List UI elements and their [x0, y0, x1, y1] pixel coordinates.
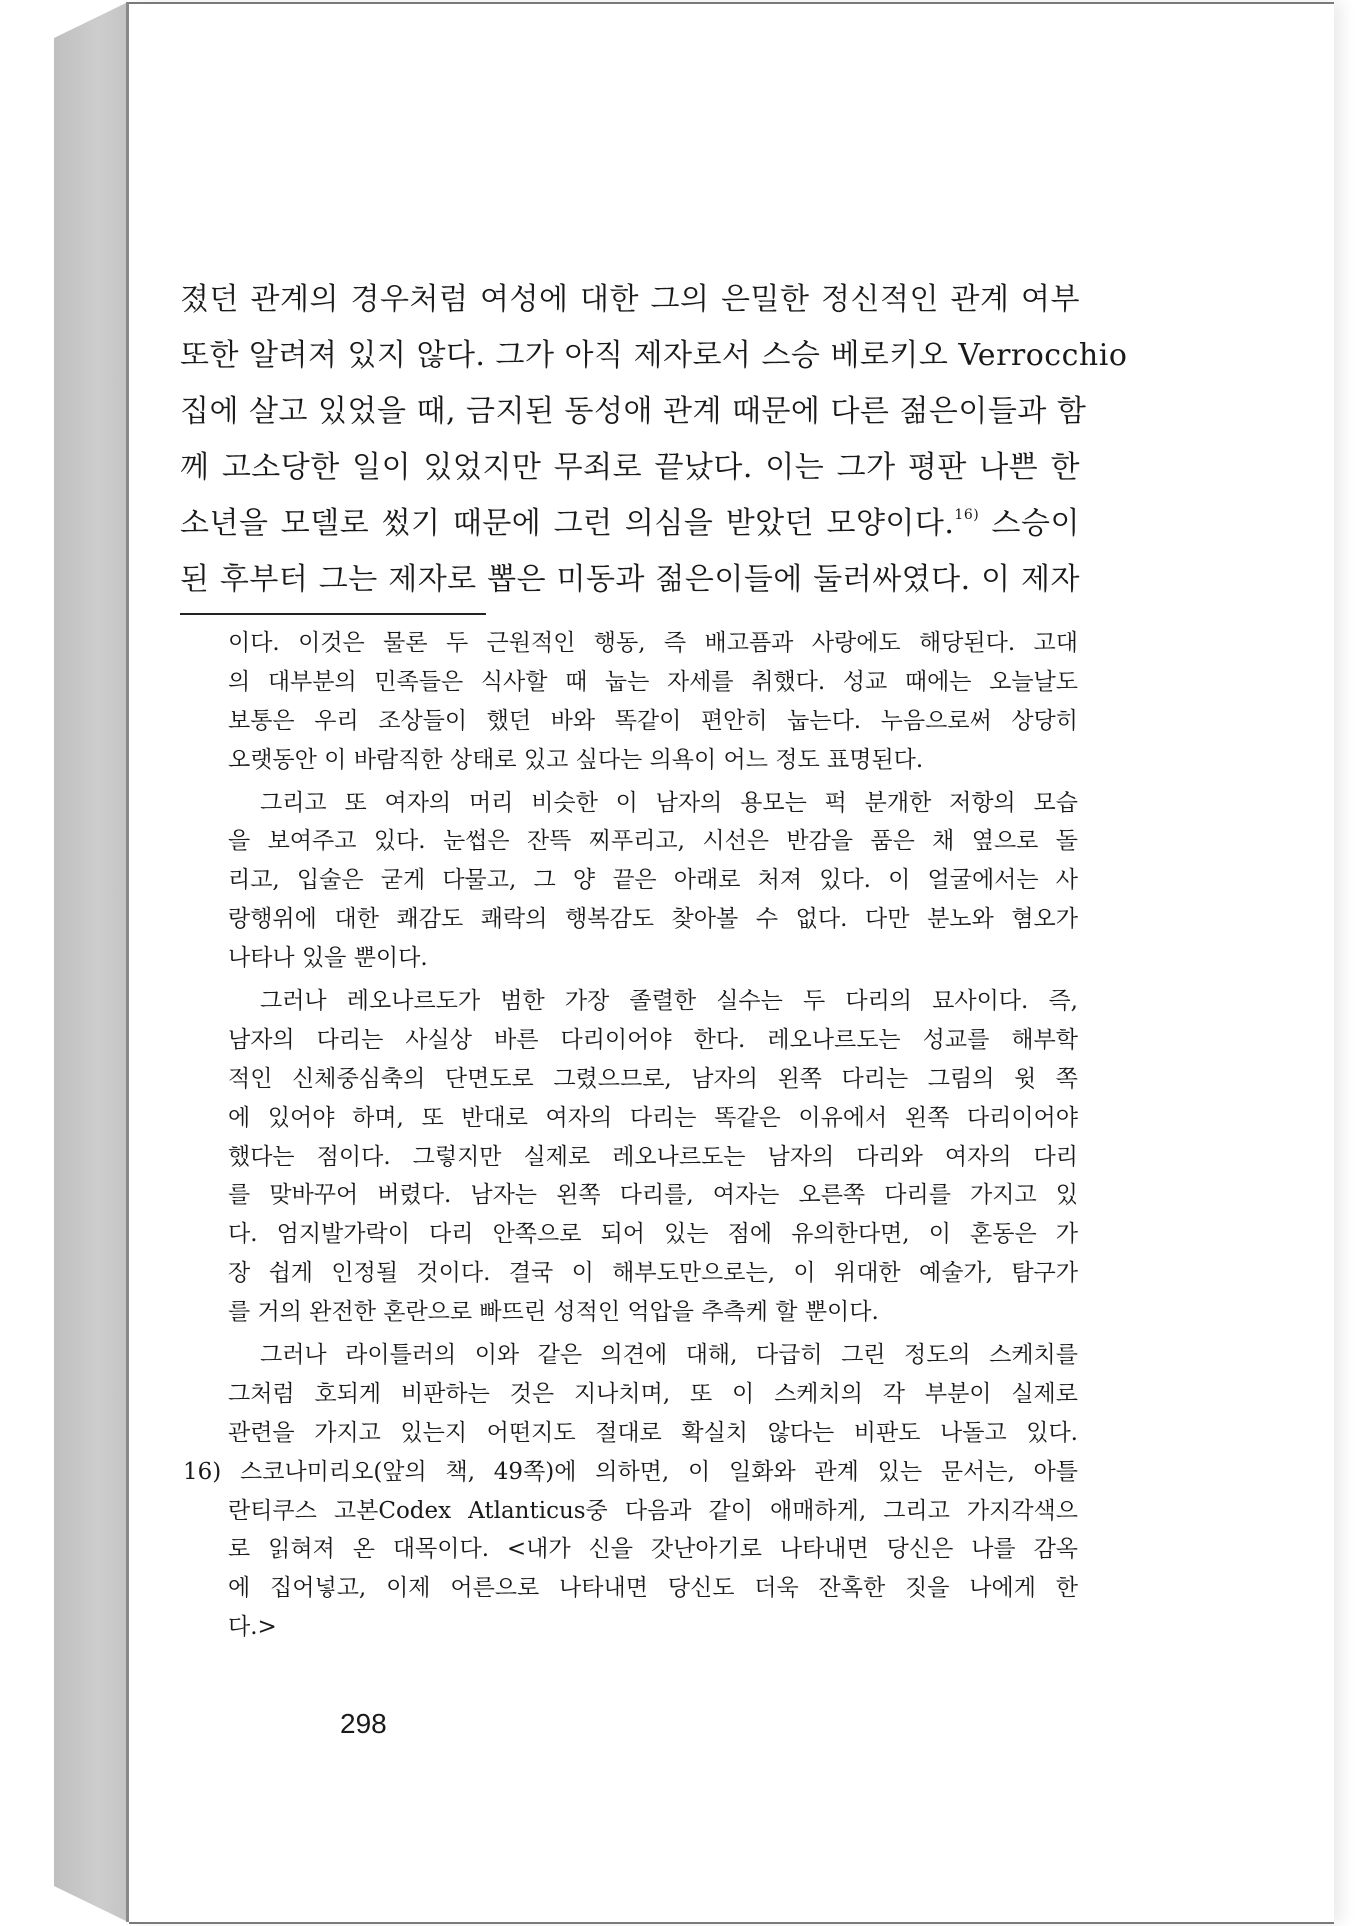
footnotes — [183, 624, 1078, 1647]
body-line: 집에 살고 있었을 때, 금지된 동성애 관계 때문에 다른 젊은이들과 함 — [180, 394, 1087, 429]
footnote-line: 를 맞바꾸어 버렸다. 남자는 왼쪽 다리를, 여자는 오른쪽 다리를 가지고 있 — [228, 1182, 1078, 1209]
footnote-line: 을 보여주고 있다. 눈썹은 잔뜩 찌푸리고, 시선은 반감을 품은 채 옆으로 돌 — [228, 828, 1078, 855]
body-line-text: 스승이 — [979, 506, 1080, 541]
footnote-line: 그처럼 호되게 비판하는 것은 지나치며, 또 이 스케치의 각 부분이 실제로 — [228, 1380, 1078, 1407]
footnote-line: 남자의 다리는 사실상 바른 다리이어야 한다. 레오나르도는 성교를 해부학 — [228, 1026, 1078, 1053]
footnote-line: 의 대부분의 민족들은 식사할 때 눕는 자세를 취했다. 성교 때에는 오늘날도 — [228, 668, 1078, 695]
footnote-line: 했다는 점이다. 그렇지만 실제로 레오나르도는 남자의 다리와 여자의 다리 — [228, 1143, 1078, 1170]
body-line — [180, 496, 1080, 552]
footnote-line: 보통은 우리 조상들이 했던 바와 똑같이 편안히 눕는다. 누음으로써 상당히 — [228, 707, 1078, 734]
footnote-line: 랑행위에 대한 쾌감도 쾌락의 행복감도 찾아볼 수 없다. 다만 분노와 혐오가 — [228, 906, 1078, 933]
footnote-line: 그리고 또 여자의 머리 비슷한 이 남자의 용모는 퍽 분개한 저항의 모습 — [260, 789, 1078, 816]
footnote-line: 오랫동안 이 바람직한 상태로 있고 싶다는 의욕이 어느 정도 표명된다. — [228, 746, 924, 773]
footnote-separator — [180, 613, 486, 615]
footnote-line: 나타나 있을 뿐이다. — [228, 945, 428, 972]
body-text — [180, 272, 1128, 608]
footnote-line: 리고, 입술은 굳게 다물고, 그 양 끝은 아래로 처져 있다. 이 얼굴에서는 사 — [228, 867, 1078, 894]
footnote-line: 장 쉽게 인정될 것이다. 결국 이 해부도만으로는, 이 위대한 예술가, 탐구가 — [228, 1260, 1078, 1287]
footnote-line: 관련을 가지고 있는지 어떤지도 절대로 확실치 않다는 비판도 나돌고 있다. — [228, 1419, 1078, 1446]
footnote-line: 를 거의 완전한 혼란으로 빠뜨린 성적인 억압을 추측케 할 뿐이다. — [228, 1299, 879, 1326]
page-number: 298 — [340, 1708, 387, 1739]
book-spine — [54, 2, 128, 1922]
body-line: 께 고소당한 일이 있었지만 무죄로 끝났다. 이는 그가 평판 나쁜 한 — [180, 450, 1080, 485]
footnote-16-line: 란티쿠스 고본Codex Atlanticus중 다음과 같이 애매하게, 그리고 가지각색으 — [228, 1497, 1078, 1524]
body-line: 또한 알려져 있지 않다. 그가 아직 제자로서 스승 베로키오 Verrocchio — [180, 338, 1128, 373]
body-line-text: 소년을 모델로 썼기 때문에 그런 의심을 받았던 모양이다. — [180, 506, 955, 541]
footnote-line: 적인 신체중심축의 단면도로 그렸으므로, 남자의 왼쪽 다리는 그림의 윗 쪽 — [228, 1065, 1078, 1092]
body-line: 된 후부터 그는 제자로 뽑은 미동과 젊은이들에 둘러싸였다. 이 제자 — [180, 562, 1080, 597]
footnote-16-line: 다.> — [228, 1614, 277, 1641]
footnote-line: 에 있어야 하며, 또 반대로 여자의 다리는 똑같은 이유에서 왼쪽 다리이어야 — [228, 1104, 1078, 1131]
footnote-line: 그러나 라이틀러의 이와 같은 의견에 대해, 다급히 그린 정도의 스케치를 — [260, 1342, 1078, 1369]
body-line: 졌던 관계의 경우처럼 여성에 대한 그의 은밀한 정신적인 관계 여부 — [180, 282, 1080, 317]
footnote-line: 그러나 레오나르도가 범한 가장 졸렬한 실수는 두 다리의 묘사이다. 즉, — [260, 988, 1078, 1015]
footnote-reference: 16) — [954, 507, 980, 523]
footnote-16-line: 에 집어넣고, 이제 어른으로 나타내면 당신도 더욱 잔혹한 짓을 나에게 한 — [228, 1575, 1078, 1602]
footnote-16-line: 로 읽혀져 온 대목이다. <내가 신을 갓난아기로 나타내면 당신은 나를 감옥 — [228, 1536, 1078, 1563]
footnote-16-line: 16) 스코나미리오(앞의 책, 49쪽)에 의하면, 이 일화와 관계 있는 문서는, 아틀 — [183, 1458, 1078, 1485]
footnote-line: 다. 엄지발가락이 다리 안쪽으로 되어 있는 점에 유의한다면, 이 혼동은 가 — [228, 1221, 1078, 1248]
footnote-line: 이다. 이것은 물론 두 근원적인 행동, 즉 배고픔과 사랑에도 해당된다. 고대 — [228, 630, 1078, 656]
